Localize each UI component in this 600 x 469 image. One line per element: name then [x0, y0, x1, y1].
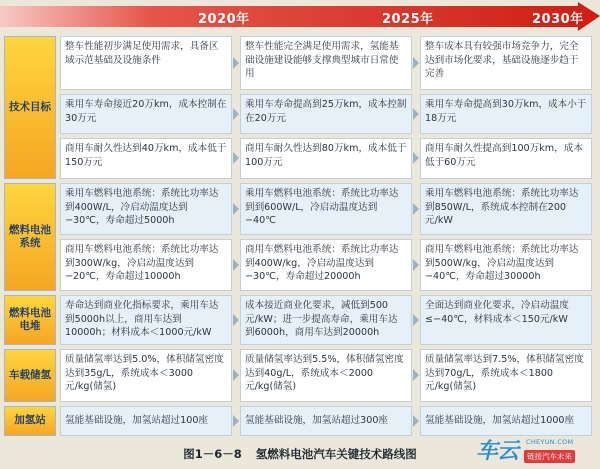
tech-target-2025-commercial: 商用车耐久性达到80万km，成本低于100万元	[240, 138, 412, 179]
chevron-arrow-icon	[233, 415, 239, 427]
chevron-arrow-icon	[233, 152, 239, 164]
chevron-arrow-icon	[233, 203, 239, 215]
tech-target-2025-overall: 整车性能完全满足使用需求，氢能基础设施建设能够支撑典型城市日常使用	[240, 36, 412, 90]
fc-stack-2025: 成本接近商业化要求，减低到500元/kW；进一步提高寿命，乘用车达到6000h，商用车达到20000h	[240, 295, 412, 345]
fc-system-2025-passenger: 乘用车燃料电池系统：系统比功率达到到600W/L，冷启动温度达到−40℃	[240, 183, 412, 235]
tech-target-2020-commercial: 商用车耐久性达到40万km，成本低于150万元	[60, 138, 232, 179]
fc-system-2025-commercial: 商用车燃料电池系统：系统比功率达到400W/kg，冷启动温度达到−30℃，寿命超过20000h	[240, 239, 412, 291]
chevron-arrow-icon	[413, 203, 419, 215]
h2-station-2020: 氢能基础设施，加氢站超过100座	[60, 406, 232, 436]
watermark	[476, 434, 594, 466]
figure-title: 氢燃料电池汽车关键技术路线图	[255, 447, 417, 461]
chevron-arrow-icon	[413, 152, 419, 164]
fc-system-2020-passenger: 乘用车燃料电池系统：系统比功率达到400W/L，冷启动温度达到−30℃，寿命超过5000h	[60, 183, 232, 235]
row-label-fc-system: 燃料电池系统	[4, 183, 56, 291]
chevron-arrow-icon	[233, 259, 239, 271]
watermark-slogan: 链接汽车未来	[524, 450, 575, 463]
fc-stack-2020: 寿命达到商业化指标要求，乘用车达到5000h以上，商用车达到10000h；材料成本＜1000元/kW	[60, 295, 232, 345]
tech-target-2030-commercial: 商用车耐久性提高到100万km，成本低于60万元	[420, 138, 592, 179]
row-label-fc-stack: 燃料电池电堆	[4, 295, 56, 345]
h2-storage-2020: 质量储氢率达到5.0%，体积储氢密度达到35g/L，系统成本＜3000元/kg(储氢)	[60, 349, 232, 402]
row-label-h2-station: 加氢站	[4, 406, 56, 436]
chevron-arrow-icon	[413, 314, 419, 326]
chevron-arrow-icon	[233, 314, 239, 326]
year-2020-label: 2020年	[198, 12, 250, 27]
h2-station-2025: 氢能基础设施，加氢站超过300座	[240, 406, 412, 436]
tech-target-2020-passenger: 乘用车寿命接近20万km，成本控制在30万元	[60, 94, 232, 134]
chevron-arrow-icon	[413, 369, 419, 381]
tech-target-2025-passenger: 乘用车寿命提高到25万km，成本控制在20万元	[240, 94, 412, 134]
row-label-tech-targets: 技术目标	[4, 36, 56, 179]
fc-system-2020-commercial: 商用车燃料电池系统：系统比功率达到300W/kg，冷启动温度达到−20℃，寿命超过10000h	[60, 239, 232, 291]
timeline-arrow	[0, 2, 600, 32]
fc-system-2030-commercial: 商用车燃料电池系统：系统比功率达到500W/kg，冷启动温度达到−40℃，寿命超过30000h	[420, 239, 592, 291]
timeline-arrow-shape	[0, 2, 600, 32]
chevron-arrow-icon	[233, 108, 239, 120]
h2-storage-2030: 质量储氢率达到7.5%，体积储氢密度达到70g/L，系统成本＜1800元/kg(储氢)	[420, 349, 592, 402]
chevron-arrow-icon	[413, 415, 419, 427]
tech-target-2020-overall: 整车性能初步满足使用需求，具备区域示范基础及设施条件	[60, 36, 232, 90]
chevron-arrow-icon	[413, 57, 419, 69]
row-label-h2-storage: 车载储氢	[4, 349, 56, 402]
chevron-arrow-icon	[233, 57, 239, 69]
fc-stack-2030: 全面达到商业化要求，冷启动温度≤−40℃，材料成本＜150元/kW	[420, 295, 592, 345]
h2-storage-2025: 质量储氢率达到5.5%，体积储氢密度达到40g/L，系统成本＜2000元/kg(储氢)	[240, 349, 412, 402]
h2-station-2030: 氢能基础设施，加氢站超过1000座	[420, 406, 592, 436]
chevron-arrow-icon	[413, 108, 419, 120]
tech-target-2030-passenger: 乘用车寿命提高到30万km，成本小于18万元	[420, 94, 592, 134]
watermark-logo: 车云	[476, 439, 519, 464]
chevron-arrow-icon	[233, 369, 239, 381]
year-2030-label: 2030年	[532, 12, 584, 27]
year-2025-label: 2025年	[382, 12, 434, 27]
tech-target-2030-overall: 整车成本具有较强市场竞争力，完全达到市场化要求，基础设施逐步趋于完善	[420, 36, 592, 90]
fc-system-2030-passenger: 乘用车燃料电池系统：系统比功率达到850W/L，系统成本控制在200元/kW	[420, 183, 592, 235]
figure-number: 图1－6－8	[183, 447, 242, 461]
watermark-site: CHEYUN.COM	[526, 438, 574, 446]
chevron-arrow-icon	[413, 259, 419, 271]
